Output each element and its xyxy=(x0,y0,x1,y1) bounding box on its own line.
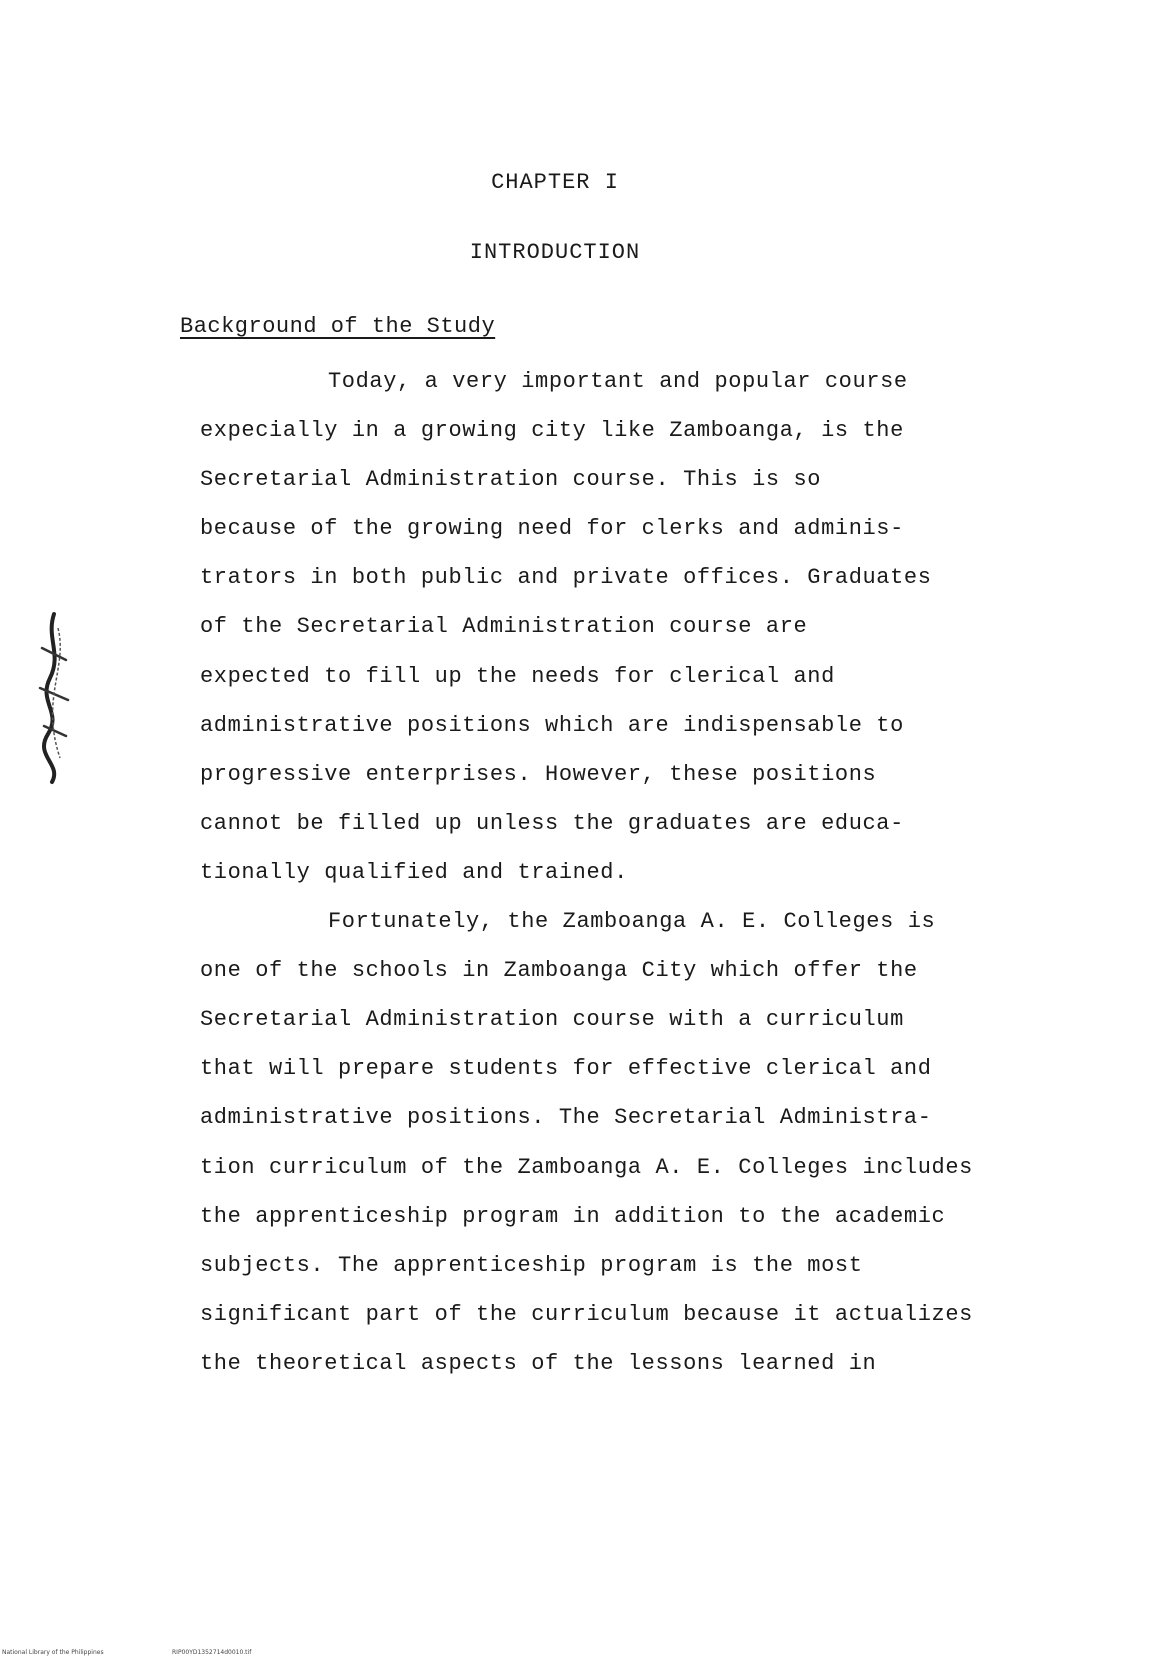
text-line: Secretarial Administration course with a curriculum xyxy=(200,1007,904,1033)
text-line: trators in both public and private offices. Graduates xyxy=(200,565,932,591)
chapter-number: CHAPTER I xyxy=(491,170,619,195)
text-line: administrative positions which are indispensable to xyxy=(200,712,904,738)
section-heading: Background of the Study xyxy=(180,314,496,339)
margin-signature-icon xyxy=(32,608,76,788)
text-line: Today, a very important and popular course xyxy=(328,369,908,394)
text-line: Secretarial Administration course. This is so xyxy=(200,467,822,493)
text-line: progressive enterprises. However, these positions xyxy=(200,761,877,787)
footer-library-name: National Library of the Philippines xyxy=(2,1649,104,1656)
text-line: the theoretical aspects of the lessons learned in xyxy=(200,1350,877,1376)
text-line: of the Secretarial Administration course are xyxy=(200,614,808,640)
text-line: the apprenticeship program in addition to the academic xyxy=(200,1203,946,1229)
text-line: because of the growing need for clerks and adminis- xyxy=(200,516,904,542)
text-line: subjects. The apprenticeship program is the most xyxy=(200,1252,863,1278)
text-line: expected to fill up the needs for clerical and xyxy=(200,663,835,689)
text-line: tion curriculum of the Zamboanga A. E. Colleges includes xyxy=(200,1154,973,1180)
text-line: one of the schools in Zamboanga City which offer the xyxy=(200,958,918,984)
text-line: Fortunately, the Zamboanga A. E. Colleges is xyxy=(328,909,936,935)
text-line: tionally qualified and trained. xyxy=(200,859,628,885)
text-line: that will prepare students for effective clerical and xyxy=(200,1056,932,1082)
footer-file-name: RIP00YD1352714d0010.tif xyxy=(172,1649,252,1656)
text-line: cannot be filled up unless the graduates are educa- xyxy=(200,810,904,836)
text-line: expecially in a growing city like Zamboanga, is the xyxy=(200,418,904,444)
chapter-title: INTRODUCTION xyxy=(469,240,641,265)
text-line: administrative positions. The Secretarial Administra- xyxy=(200,1105,932,1131)
body-text xyxy=(200,357,1060,1388)
text-line: significant part of the curriculum because it actualizes xyxy=(200,1301,973,1327)
